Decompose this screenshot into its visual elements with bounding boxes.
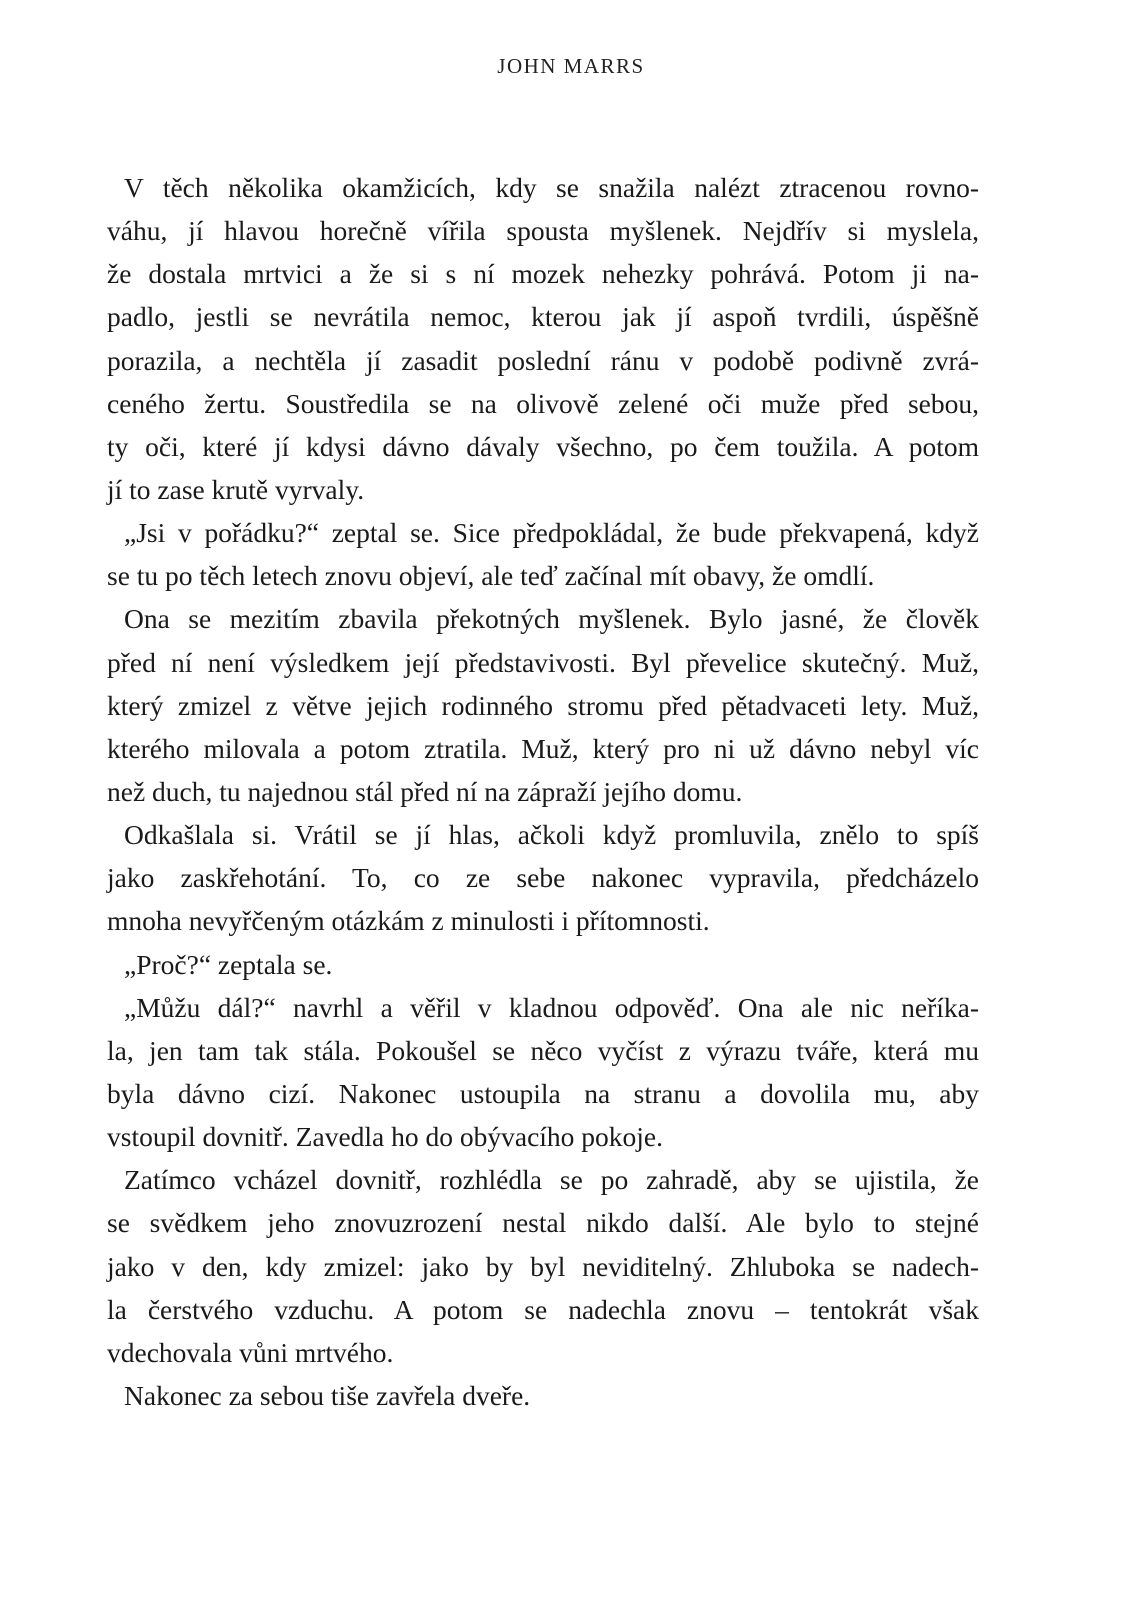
text-line: mnoha nevyřčeným otázkám z minulosti i přítomnosti.: [107, 905, 710, 937]
running-head: JOHN MARRS: [497, 54, 645, 78]
text-line: ceného žertu. Soustředila se na olivově zelené oči muže před sebou,: [107, 387, 979, 419]
text-line: vstoupil dovnitř. Zavedla ho do obývacího pokoje.: [107, 1121, 664, 1153]
text-line: který zmizel z větve jejich rodinného stromu před pětadvaceti lety. Muž,: [107, 689, 979, 721]
text-line: než duch, tu najednou stál před ní na zápraží jejího domu.: [107, 775, 743, 807]
text-line: jí to zase krutě vyrvaly.: [107, 473, 365, 505]
text-line: „Proč?“ zeptala se.: [124, 948, 333, 980]
text-line: kterého milovala a potom ztratila. Muž, který pro ni už dávno nebyl víc: [107, 732, 979, 764]
paragraph: [107, 1158, 979, 1374]
text-line: padlo, jestli se nevrátila nemoc, kterou jak jí aspoň tvrdili, úspěšně: [107, 301, 979, 333]
text-line: Zatímco vcházel dovnitř, rozhlédla se po zahradě, aby se ujistila, že: [124, 1164, 979, 1196]
text-line: vdechovala vůni mrtvého.: [107, 1336, 394, 1368]
text-line: ty oči, které jí kdysi dávno dávaly všechno, po čem toužila. A potom: [107, 430, 979, 462]
paragraph: [107, 813, 979, 942]
text-line: váhu, jí hlavou horečně vířila spousta myšlenek. Nejdřív si myslela,: [107, 215, 979, 247]
paragraph: [107, 166, 979, 511]
text-line: la čerstvého vzduchu. A potom se nadechla znovu – tentokrát však: [107, 1293, 979, 1325]
text-line: Ona se mezitím zbavila překotných myšlenek. Bylo jasné, že člověk: [124, 603, 979, 635]
text-line: se tu po těch letech znovu objeví, ale teď začínal mít obavy, že omdlí.: [107, 560, 875, 592]
paragraph: [107, 511, 979, 597]
text-line: před ní není výsledkem její představivosti. Byl převelice skutečný. Muž,: [107, 646, 979, 678]
text-line: Nakonec za sebou tiše zavřela dveře.: [124, 1379, 531, 1411]
text-line: „Můžu dál?“ navrhl a věřil v kladnou odpověď. Ona ale nic neříka-: [124, 991, 979, 1023]
paragraph: [107, 597, 979, 813]
text-line: Odkašlala si. Vrátil se jí hlas, ačkoli když promluvila, znělo to spíš: [124, 819, 979, 851]
paragraph: [107, 1374, 979, 1417]
text-line: porazila, a nechtěla jí zasadit poslední ránu v podobě podivně zvrá-: [107, 344, 979, 376]
text-line: la, jen tam tak stála. Pokoušel se něco vyčíst z výrazu tváře, která mu: [107, 1034, 979, 1066]
text-line: jako zaskřehotání. To, co ze sebe nakonec vypravila, předcházelo: [107, 862, 979, 894]
text-line: byla dávno cizí. Nakonec ustoupila na stranu a dovolila mu, aby: [107, 1077, 979, 1109]
text-line: jako v den, kdy zmizel: jako by byl neviditelný. Zhluboka se nadech-: [107, 1250, 979, 1282]
paragraph: [107, 986, 979, 1159]
text-line: V těch několika okamžicích, kdy se snažila nalézt ztracenou rovno-: [124, 172, 979, 203]
paragraph: [107, 943, 979, 986]
body-text: [107, 166, 979, 1417]
text-line: se svědkem jeho znovuzrození nestal nikdo další. Ale bylo to stejné: [107, 1207, 979, 1239]
text-line: že dostala mrtvici a že si s ní mozek nehezky pohrává. Potom ji na-: [107, 258, 979, 290]
text-line: „Jsi v pořádku?“ zeptal se. Sice předpokládal, že bude překvapená, když: [124, 517, 979, 549]
